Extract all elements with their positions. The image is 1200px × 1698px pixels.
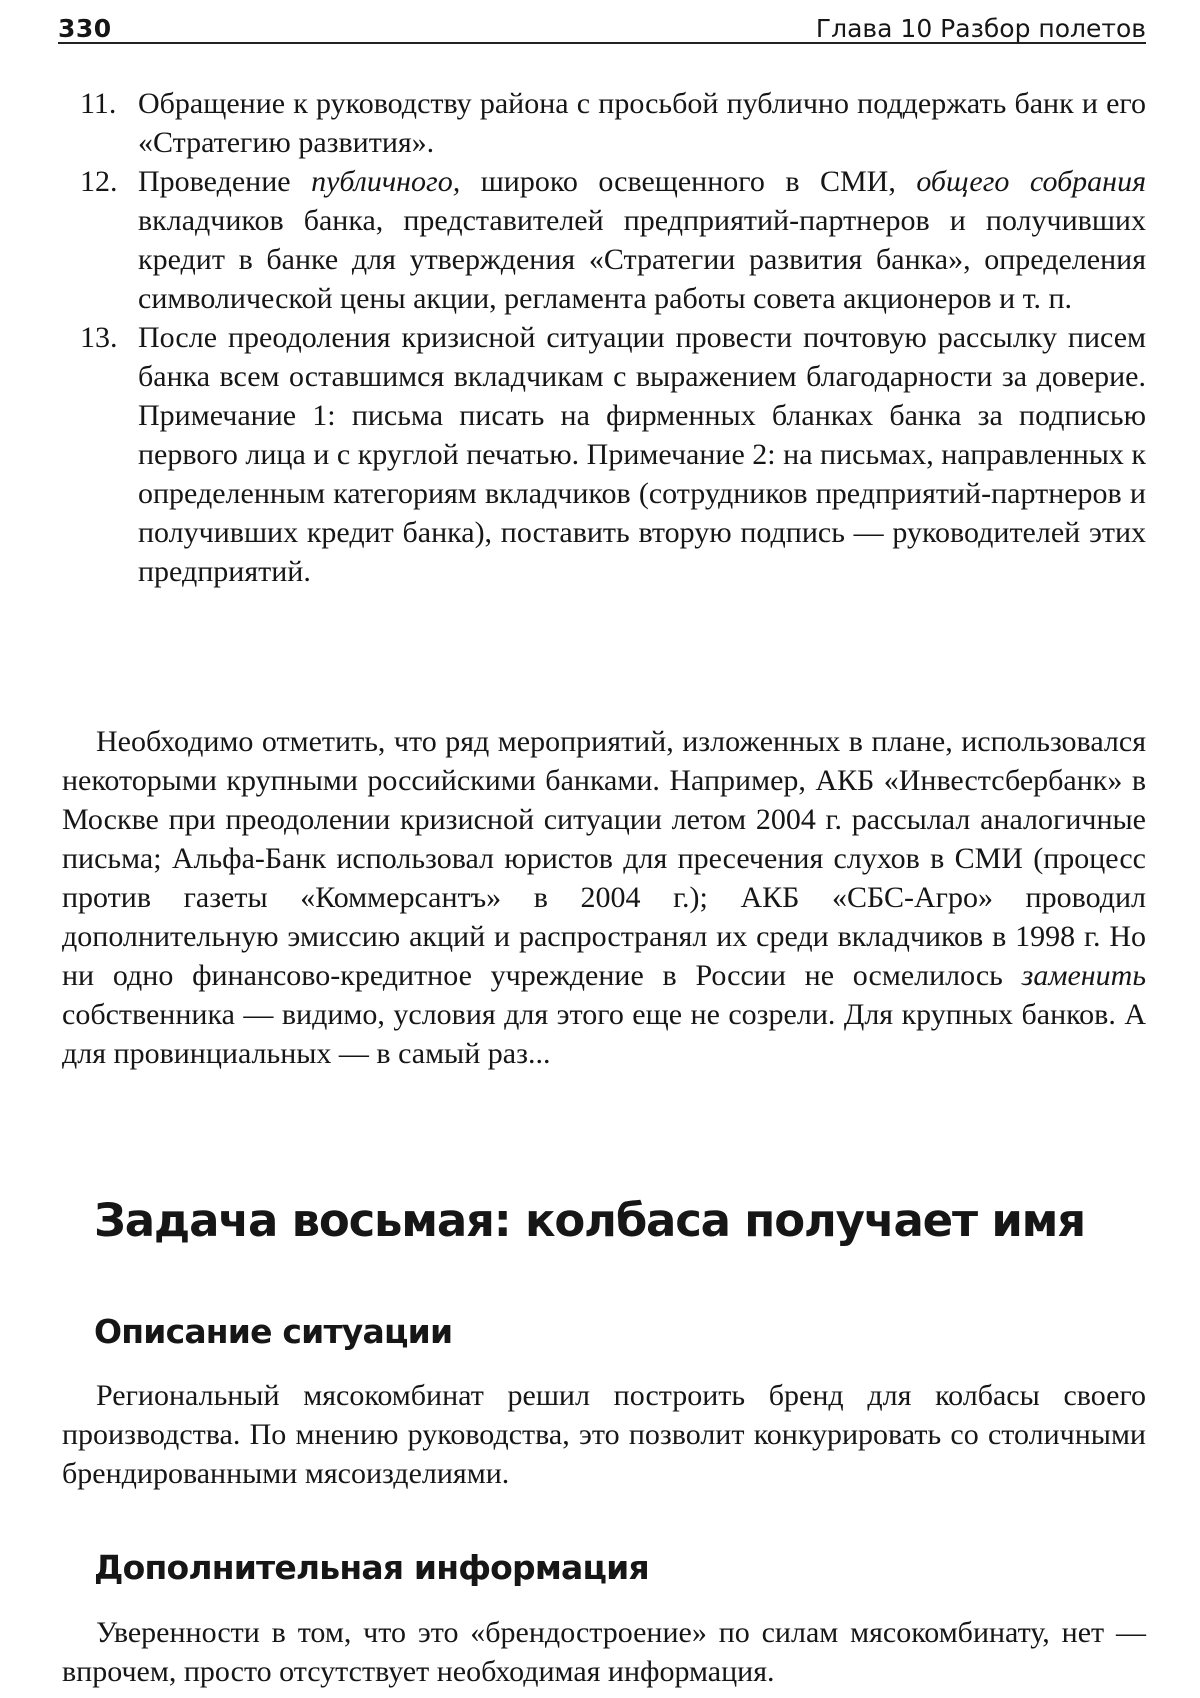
emphasis: общего собрания (916, 165, 1147, 198)
emphasis: заменить (1021, 959, 1146, 992)
list-item-text: Проведение публичного, широко освещенного в СМИ, общего собрания вкладчиков банка, представителей предприятий-партнеров и получивших кредит в банке для утверждения «Стратегии развития банка», определения символической цены акции, регламента работы совета акционеров и т. п. (138, 165, 1147, 315)
body-paragraph: Уверенности в том, что это «брендостроение» по силам мясокомбинату, нет — впрочем, просто отсутствует необходимая информация. (62, 1616, 1146, 1688)
list-item-number: 11. (80, 87, 117, 120)
list-item-text: После преодоления кризисной ситуации провести почтовую рассылку писем банка всем оставшимся вкладчикам с выражением благодарности за доверие. Примечание 1: письма писать на фирменных бланках банка за подписью первого лица и с круглой печатью. Примечание 2: на письмах, направленных к определенным категориям вкладчиков (сотрудников предприятий-партнеров и получивших кредит банка), поставить вторую подпись — руководителей этих предприятий. (138, 321, 1146, 588)
page-number: 330 (58, 14, 112, 43)
section-heading: Задача восьмая: колбаса получает имя (94, 1194, 1085, 1247)
list-item-text: Обращение к руководству района с просьбой публично поддержать банк и его «Стратегию развития». (138, 87, 1146, 159)
list-item (70, 318, 1146, 591)
subsection-heading: Дополнительная информация (94, 1548, 649, 1587)
body-paragraph: Необходимо отметить, что ряд мероприятий, изложенных в плане, использовался некоторыми крупными российскими банками. Например, АКБ «Инвестсбербанк» в Москве при преодолении кризисной ситуации летом 2004 г. рассылал аналогичные письма; Альфа-Банк использовал юристов для пресечения слухов в СМИ (процесс против газеты «Коммерсантъ» в 2004 г.); АКБ «СБС-Агро» проводил дополнительную эмиссию акций и распространял их среди вкладчиков в 1998 г. Но ни одно финансово-кредитное учреждение в России не осмелилось заменить собственника — видимо, условия для этого еще не созрели. Для крупных банков. А для провинциальных — в самый раз... (62, 725, 1146, 1070)
body-paragraph: Региональный мясокомбинат решил построить бренд для колбасы своего производства. По мнению руководства, это позволит конкурировать со столичными брендированными мясоизделиями. (62, 1379, 1146, 1490)
list-item-number: 13. (80, 321, 118, 354)
chapter-title: Глава 10 Разбор полетов (815, 14, 1146, 43)
list-item (70, 162, 1146, 318)
running-header (58, 12, 1146, 52)
list-item (70, 84, 1146, 162)
numbered-list (70, 84, 1146, 591)
emphasis: публичного, (311, 165, 461, 198)
subsection-heading: Описание ситуации (94, 1312, 453, 1351)
header-rule (58, 42, 1146, 44)
list-item-number: 12. (80, 165, 118, 198)
